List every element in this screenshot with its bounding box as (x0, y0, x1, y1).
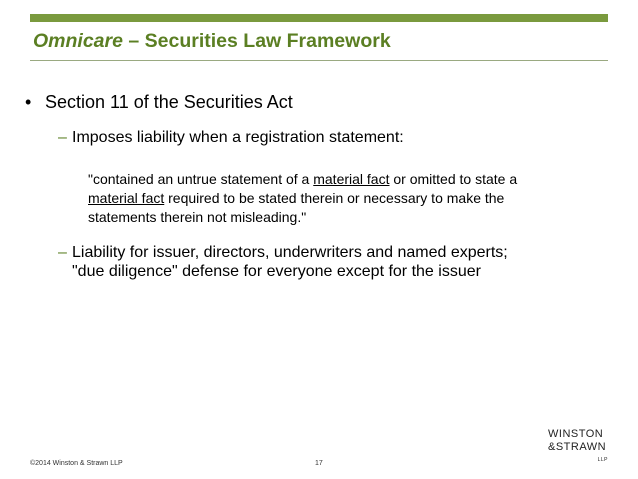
quote-line-1 (88, 170, 598, 189)
bullet-section-11 (25, 92, 293, 113)
title-rest: – Securities Law Framework (122, 30, 391, 52)
quote-line-2 (88, 189, 598, 208)
winston-strawn-logo (548, 428, 608, 468)
page-number: 17 (315, 460, 323, 467)
sub-bullet-imposes-liability (58, 128, 404, 147)
logo-line-2: &STRAWN (548, 441, 607, 453)
quote-text: required to be stated therein or necessary to make the (164, 190, 505, 206)
quote-line-3: statements therein not misleading." (88, 209, 307, 225)
slide-title (33, 30, 593, 53)
sub-bullet-text: Imposes liability when a registration statement: (72, 129, 404, 146)
footer-copyright: ©2014 Winston & Strawn LLP (30, 460, 123, 467)
dash-marker: – (58, 244, 67, 261)
quote-underlined-term: material fact (88, 190, 165, 206)
logo-line-3: LLP (597, 457, 608, 463)
quote-text: or omitted to state a (389, 171, 518, 187)
title-italic: Omnicare (33, 30, 123, 52)
sub-bullet-liability-for (58, 243, 508, 281)
quote-text: "contained an untrue statement of a (88, 171, 314, 187)
quote-underlined-term: material fact (313, 171, 390, 187)
bullet-marker: • (25, 92, 32, 112)
statute-quote (88, 170, 598, 227)
top-rule (30, 14, 608, 22)
logo-line-1: WINSTON (548, 428, 604, 440)
sub-bullet-text-line-1: Liability for issuer, directors, underwriters and named experts; (72, 244, 508, 261)
bullet-text: Section 11 of the Securities Act (45, 92, 293, 112)
sub-bullet-text-line-2: "due diligence" defense for everyone except for the issuer (72, 263, 481, 280)
title-divider (30, 60, 608, 61)
dash-marker: – (58, 129, 67, 146)
